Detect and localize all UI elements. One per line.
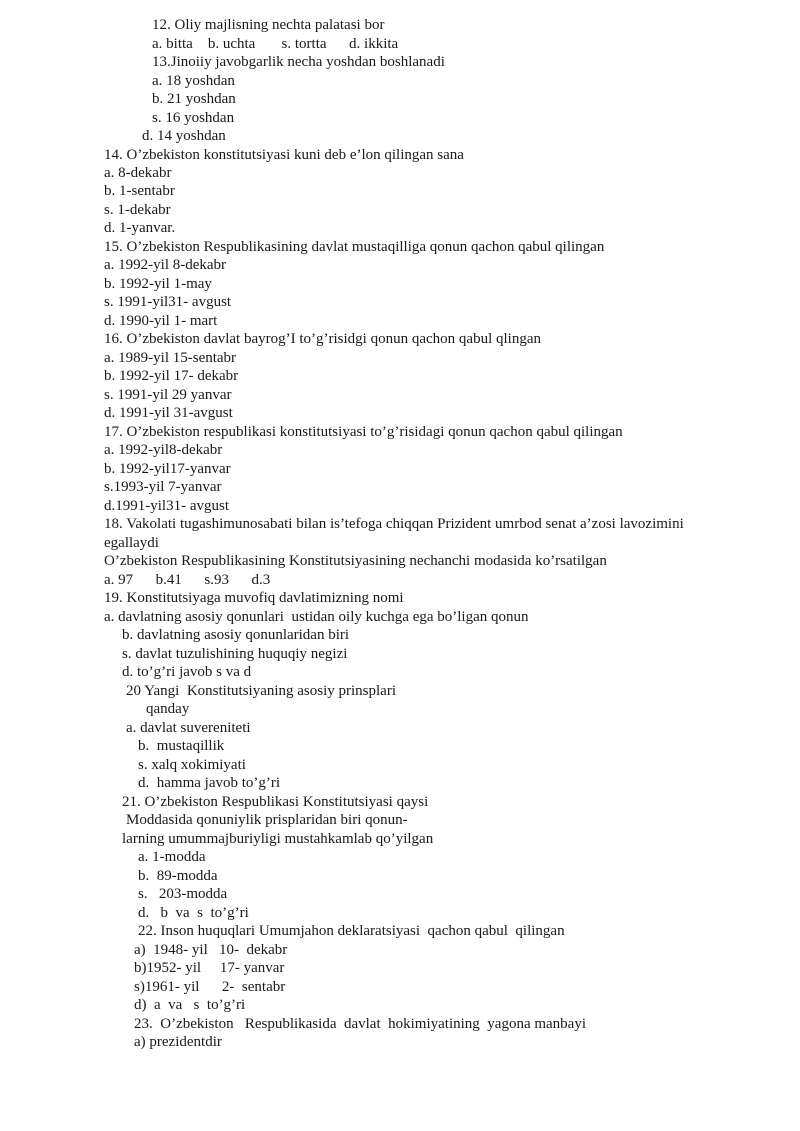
text-line: 18. Vakolati tugashimunosabati bilan is’tefoga chiqqan Prizident umrbod senat a’zosi lavozimini <box>104 516 684 532</box>
text-line: O’zbekiston Respublikasining Konstitutsiyasining nechanchi modasida ko’rsatilgan <box>104 553 607 569</box>
text-line: s. davlat tuzulishining huquqiy negizi <box>122 646 348 662</box>
text-line: 14. O’zbekiston konstitutsiyasi kuni deb e’lon qilingan sana <box>104 147 464 163</box>
text-line: a. 1989-yil 15-sentabr <box>104 350 237 366</box>
text-line: larning umummajburiyligi mustahkamlab qo’yilgan <box>122 831 434 847</box>
text-line: 20 Yangi Konstitutsiyaning asosiy prinsplari <box>126 683 397 699</box>
text-line: b)1952- yil 17- yanvar <box>134 960 285 976</box>
text-line: b. 89-modda <box>138 868 218 884</box>
text-line: a. davlat suvereniteti <box>126 720 251 736</box>
text-line: 17. O’zbekiston respublikasi konstitutsiyasi to’g’risidagi qonun qachon qabul qilingan <box>104 424 623 440</box>
text-line: d. b va s to’g’ri <box>138 905 249 921</box>
text-line: d. hamma javob to’g’ri <box>138 775 281 791</box>
text-line: s. 1991-yil31- avgust <box>104 294 232 310</box>
text-line: a. davlatning asosiy qonunlari ustidan oily kuchga ega bo’ligan qonun <box>104 609 529 625</box>
text-line: s. 16 yoshdan <box>152 110 235 126</box>
text-line: egallaydi <box>104 535 159 551</box>
text-line: b. 1992-yil17-yanvar <box>104 461 231 477</box>
text-line: d. 14 yoshdan <box>142 128 226 144</box>
text-line: b. 1992-yil 17- dekabr <box>104 368 239 384</box>
text-line: a. 1992-yil 8-dekabr <box>104 257 227 273</box>
text-line: 21. O’zbekiston Respublikasi Konstitutsiyasi qaysi <box>122 794 429 810</box>
text-line: 19. Konstitutsiyaga muvofiq davlatimizning nomi <box>104 590 404 606</box>
text-line: b. davlatning asosiy qonunlaridan biri <box>122 627 350 643</box>
text-line: d) a va s to’g’ri <box>134 997 246 1013</box>
text-line: a) prezidentdir <box>134 1034 222 1050</box>
text-line: Moddasida qonuniylik prisplaridan biri qonun- <box>126 812 408 828</box>
text-line: b. 1992-yil 1-may <box>104 276 212 292</box>
text-line: a) 1948- yil 10- dekabr <box>134 942 288 958</box>
text-line: 23. O’zbekiston Respublikasida davlat hokimiyatining yagona manbayi <box>134 1016 586 1032</box>
text-line: a. 1992-yil8-dekabr <box>104 442 223 458</box>
text-line: b. 21 yoshdan <box>152 91 236 107</box>
text-line: s)1961- yil 2- sentabr <box>134 979 286 995</box>
text-line: a. 1-modda <box>138 849 206 865</box>
text-line: d.1991-yil31- avgust <box>104 498 229 514</box>
text-line: d. 1991-yil 31-avgust <box>104 405 233 421</box>
text-line: a. 97 b.41 s.93 d.3 <box>104 572 271 588</box>
text-line: b. 1-sentabr <box>104 183 175 199</box>
text-line: a. 18 yoshdan <box>152 73 235 89</box>
text-line: s. xalq xokimiyati <box>138 757 246 773</box>
text-line: d. 1990-yil 1- mart <box>104 313 218 329</box>
text-line: s.1993-yil 7-yanvar <box>104 479 222 495</box>
text-line: 13.Jinoiiy javobgarlik necha yoshdan boshlanadi <box>152 54 445 70</box>
text-line: 12. Oliy majlisning nechta palatasi bor <box>152 17 385 33</box>
text-line: qanday <box>146 701 190 717</box>
text-line: s. 1-dekabr <box>104 202 171 218</box>
text-line: 16. O’zbekiston davlat bayrog’I to’g’risidgi qonun qachon qabul qlingan <box>104 331 541 347</box>
text-line: d. to’g’ri javob s va d <box>122 664 252 680</box>
text-line: d. 1-yanvar. <box>104 220 176 236</box>
text-line: a. bitta b. uchta s. tortta d. ikkita <box>152 36 399 52</box>
text-line: b. mustaqillik <box>138 738 225 754</box>
text-line: a. 8-dekabr <box>104 165 172 181</box>
text-line: s. 1991-yil 29 yanvar <box>104 387 232 403</box>
text-line: s. 203-modda <box>138 886 228 902</box>
text-line: 15. O’zbekiston Respublikasining davlat mustaqilliga qonun qachon qabul qilingan <box>104 239 605 255</box>
text-line: 22. Inson huquqlari Umumjahon deklaratsiyasi qachon qabul qilingan <box>138 923 565 939</box>
